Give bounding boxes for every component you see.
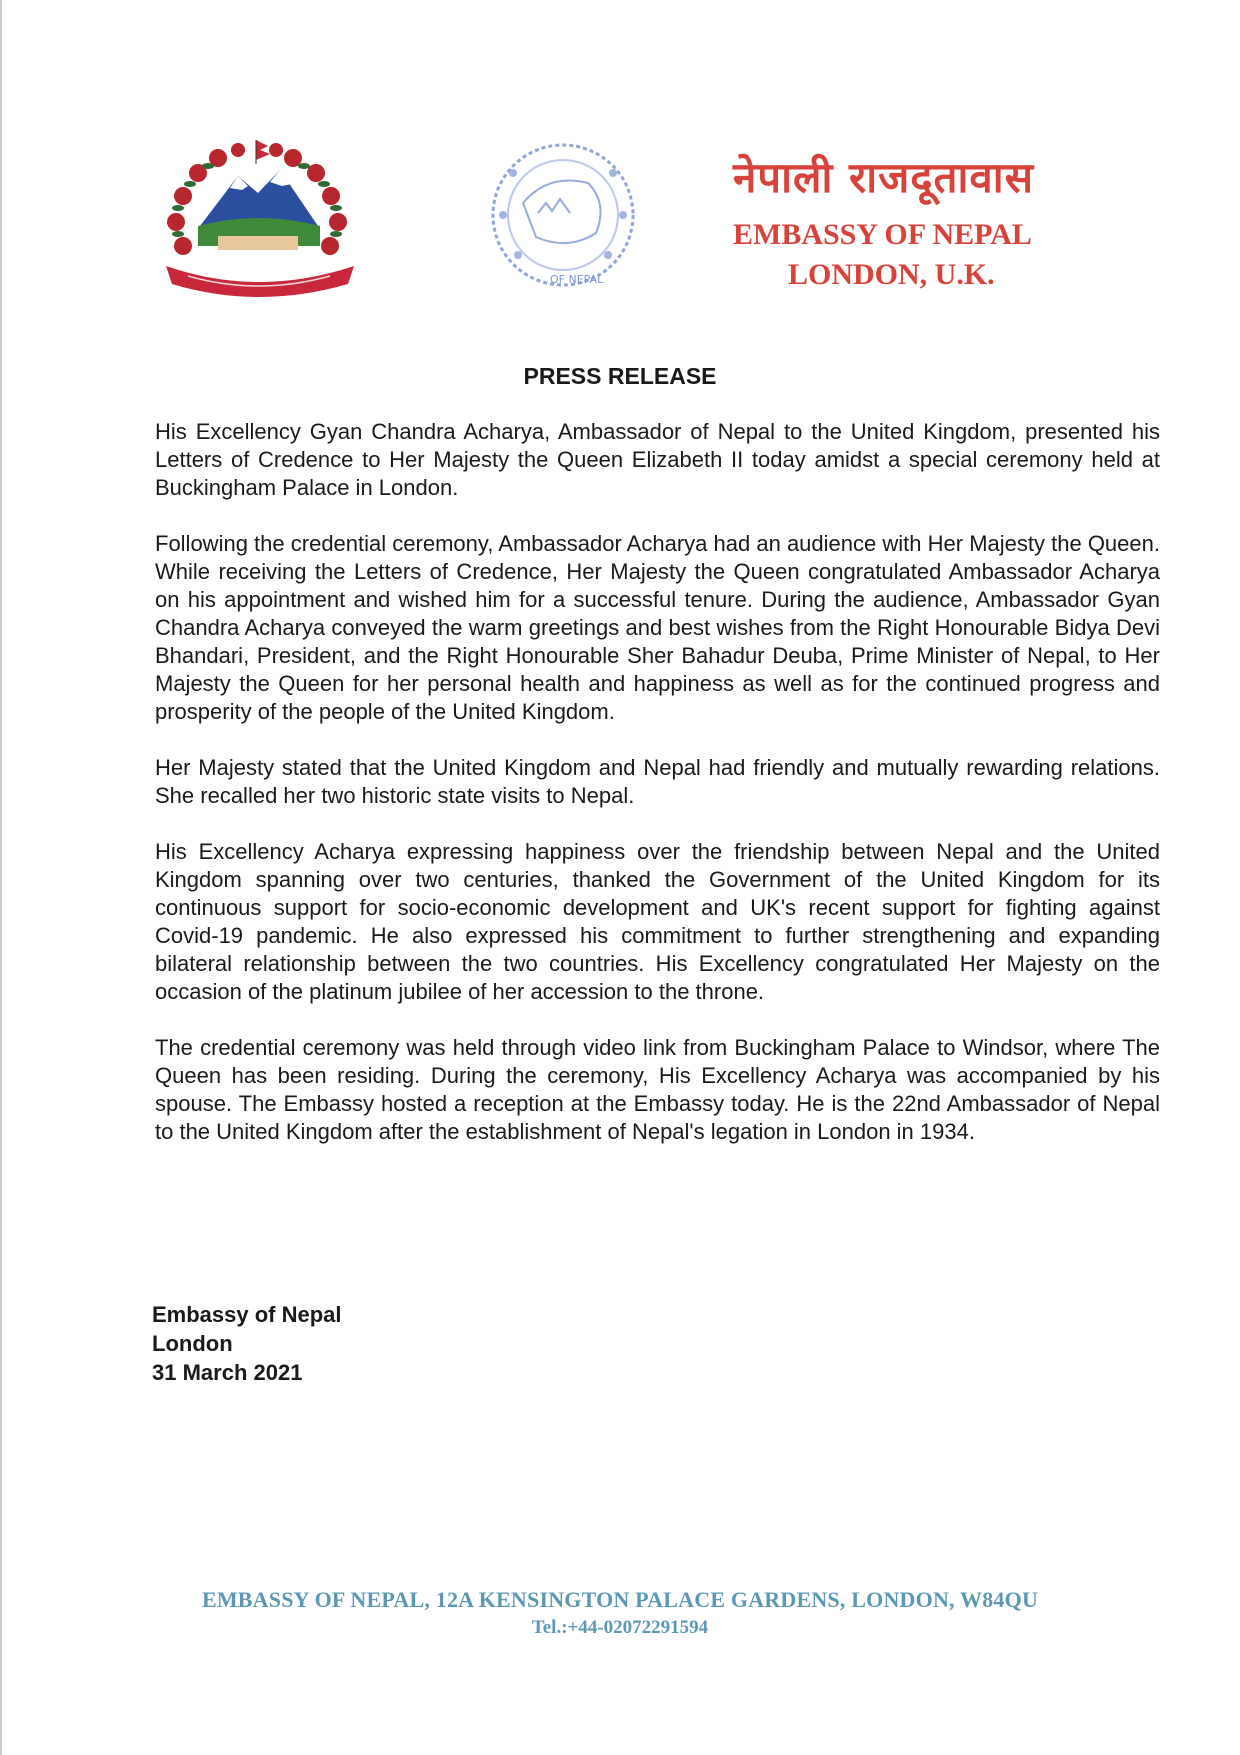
document-title: PRESS RELEASE: [523, 363, 717, 389]
seal-text: OF NEPAL: [550, 273, 604, 286]
nepal-coat-of-arms-icon: [158, 138, 363, 303]
signature-date: 31 March 2021: [152, 1360, 303, 1385]
letterhead-devanagari: नेपाली राजदूतावास: [733, 153, 1034, 202]
letterhead-embassy-name: EMBASSY OF NEPAL: [733, 218, 1032, 251]
embassy-seal-stamp-icon: [478, 133, 653, 313]
footer-address: EMBASSY OF NEPAL, 12A KENSINGTON PALACE GARDENS, LONDON, W84QU: [201, 1587, 1039, 1612]
paragraph: His Excellency Acharya expressing happiness over the friendship between Nepal and the United Kingdom spanning over two centuries, thanked the Government of the United Kingdom for its continuous support for socio-economic development and UK's recent support for fighting against Covid-19 pandemic. He also expressed his commitment to further strengthening and expanding bilateral relationship between the two countries. His Excellency congratulated Her Majesty on the occasion of the platinum jubilee of her accession to the throne.: [155, 839, 1160, 1004]
footer-telephone: Tel.:+44-02072291594: [531, 1617, 709, 1638]
paragraph: His Excellency Gyan Chandra Acharya, Ambassador of Nepal to the United Kingdom, presented his Letters of Credence to Her Majesty the Queen Elizabeth II today amidst a special ceremony held at Buckingham Palace in London.: [155, 419, 1160, 500]
paragraph: The credential ceremony was held through video link from Buckingham Palace to Windsor, where The Queen has been residing. During the ceremony, His Excellency Acharya was accompanied by his spouse. The Embassy hosted a reception at the Embassy today. He is the 22nd Ambassador of Nepal to the United Kingdom after the establishment of Nepal's legation in London in 1934.: [155, 1035, 1160, 1144]
paragraph: Her Majesty stated that the United Kingdom and Nepal had friendly and mutually rewarding relations. She recalled her two historic state visits to Nepal.: [155, 755, 1160, 808]
scan-edge: [0, 0, 2, 1755]
press-release-body: [155, 418, 1160, 1174]
paragraph: Following the credential ceremony, Ambassador Acharya had an audience with Her Majesty the Queen. While receiving the Letters of Credence, Her Majesty the Queen congratulated Ambassador Acharya on his appointment and wished him for a successful tenure. During the audience, Ambassador Gyan Chandra Acharya conveyed the warm greetings and best wishes from the Right Honourable Bidya Devi Bhandari, President, and the Right Honourable Sher Bahadur Deuba, Prime Minister of Nepal, to Her Majesty the Queen for her personal health and happiness as well as for the continued progress and prosperity of the people of the United Kingdom.: [155, 531, 1160, 724]
letterhead-location: LONDON, U.K.: [788, 258, 995, 291]
signature-block: [152, 1300, 342, 1387]
signature-city: London: [152, 1331, 233, 1356]
signature-org: Embassy of Nepal: [152, 1302, 342, 1327]
